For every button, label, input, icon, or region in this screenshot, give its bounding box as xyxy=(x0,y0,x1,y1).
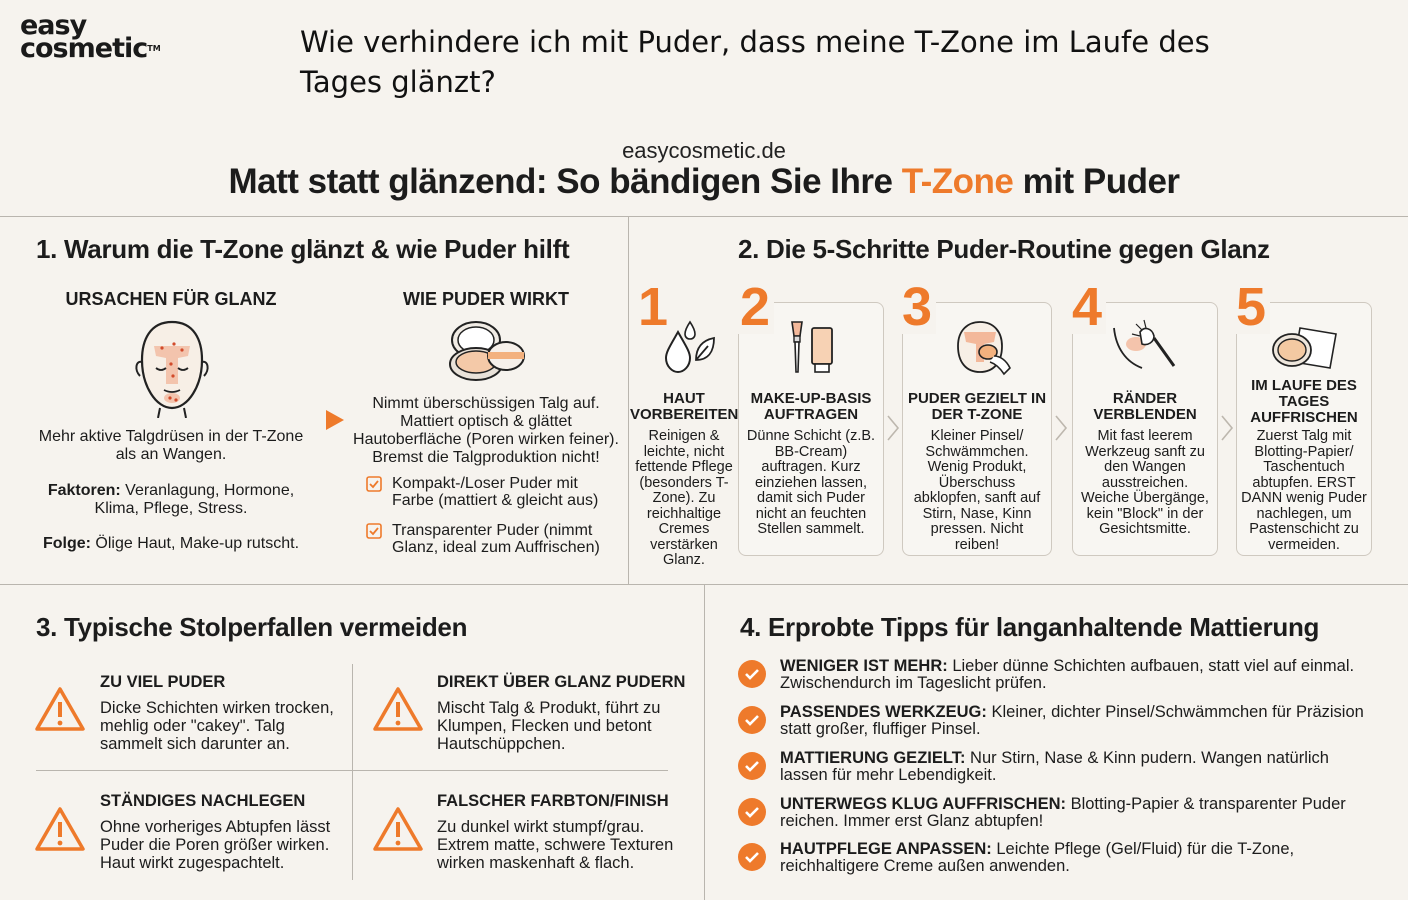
face-sponge-icon xyxy=(950,316,1016,376)
checkbox-icon xyxy=(366,476,382,492)
check-circle-icon xyxy=(738,843,766,871)
step-title-5: IM LAUFE DES TAGES AUFFRISCHEN xyxy=(1250,377,1358,426)
tip-text: Leichte Pflege (Gel/Fluid) für die T-Zone, reichhaltigere Creme außen anwenden. xyxy=(780,840,1295,875)
step-number-4: 4 xyxy=(1068,280,1106,334)
section1-title: 1. Warum die T-Zone glänzt & wie Puder hilft xyxy=(36,234,570,264)
tip-item-5 xyxy=(738,841,1378,875)
tip-text: Lieber dünne Schichten aufbauen, statt viel auf einmal. Zwischendurch im Tageslicht prüfen. xyxy=(780,657,1355,692)
check-circle-icon xyxy=(738,660,766,688)
pitfall-text-1: Dicke Schichten wirken trocken, mehlig oder "cakey". Talg sammelt sich darunter an. xyxy=(100,699,334,753)
tip-item-2 xyxy=(738,704,1378,738)
page-headline xyxy=(0,162,1408,202)
pitfall-title-4: FALSCHER FARBTON/FINISH xyxy=(437,792,669,810)
check-circle-icon xyxy=(738,798,766,826)
result-text: Ölige Haut, Make-up rutscht. xyxy=(90,535,300,552)
question-title: Wie verhindere ich mit Puder, dass meine T-Zone im Laufe des Tages glänzt? xyxy=(300,25,1210,99)
causes-heading: URSACHEN FÜR GLANZ xyxy=(65,289,277,309)
tip-label: WENIGER IST MEHR: xyxy=(780,657,948,675)
step-title-2: MAKE-UP-BASIS AUFTRAGEN xyxy=(750,390,872,423)
site-url: easycosmetic.de xyxy=(622,138,786,163)
effect-text: Nimmt überschüssigen Talg auf. Mattiert optisch & glättet Hautoberfläche (Poren wirken feiner). Bremst die Talgproduktion nicht! xyxy=(353,395,619,466)
causes-text: Mehr aktive Talgdrüsen in der T-Zone als an Wangen. xyxy=(38,428,304,463)
logo-line1: easy xyxy=(20,10,87,41)
step-title-4: RÄNDER VERBLENDEN xyxy=(1093,390,1197,423)
tip-text: Nur Stirn, Nase & Kinn pudern. Wangen natürlich lassen für mehr Lebendigkeit. xyxy=(780,749,1329,784)
divider-mid-upper xyxy=(628,216,629,584)
pitfall-text-2: Mischt Talg & Produkt, führt zu Klumpen, Flecken und betont Hautschüppchen. xyxy=(437,699,661,753)
pitfall-text-3: Ohne vorheriges Abtupfen lässt Puder die Poren größer wirken. Haut wirkt zugespachtelt. xyxy=(100,818,331,872)
checkbox-icon xyxy=(366,523,382,539)
chevron-right-icon xyxy=(1220,414,1234,442)
pitfall-title-3: STÄNDIGES NACHLEGEN xyxy=(100,792,306,810)
divider-mid-lower xyxy=(704,584,705,900)
headline-before: Matt statt glänzend: So bändigen Sie Ihre xyxy=(228,162,902,201)
tip-label: MATTIERUNG GEZIELT: xyxy=(780,749,966,767)
section3-title: 3. Typische Stolperfallen vermeiden xyxy=(36,612,468,642)
pitfall-title-1: ZU VIEL PUDER xyxy=(100,673,226,691)
section2-title: 2. Die 5-Schritte Puder-Routine gegen Glanz xyxy=(738,234,1270,264)
step-number-2: 2 xyxy=(736,280,774,334)
pitfalls-divider-h xyxy=(36,770,668,771)
tip-label: PASSENDES WERKZEUG: xyxy=(780,703,987,721)
pitfall-title-2: DIREKT ÜBER GLANZ PUDERN xyxy=(437,673,686,691)
section4-title: 4. Erprobte Tipps für langanhaltende Mattierung xyxy=(740,612,1320,642)
step-text-3: Kleiner Pinsel/ Schwämmchen. Wenig Produkt, Überschuss abklopfen, sanft auf Stirn, Nase, Kinn pressen. Nicht reiben! xyxy=(913,428,1041,553)
check-circle-icon xyxy=(738,752,766,780)
pitfalls-divider-v xyxy=(352,664,353,880)
effect-item-text: Transparenter Puder (nimmt Glanz, ideal zum Auffrischen) xyxy=(392,522,600,556)
compact-paper-icon xyxy=(1270,322,1340,372)
tip-item-3 xyxy=(738,750,1378,784)
logo-trademark: TM xyxy=(147,44,161,53)
step-text-2: Dünne Schicht (z.B. BB-Cream) auftragen. Kurz einziehen lassen, damit sich Puder nicht an feuchten Stellen sammelt. xyxy=(746,428,876,537)
droplet-leaf-icon xyxy=(660,316,716,374)
causes-result xyxy=(30,535,312,553)
check-circle-icon xyxy=(738,706,766,734)
causes-factors xyxy=(30,482,312,518)
factors-label: Faktoren: xyxy=(47,482,121,499)
divider-top xyxy=(0,216,1408,217)
result-label: Folge: xyxy=(42,535,91,552)
step-number-3: 3 xyxy=(898,280,936,334)
warning-icon xyxy=(372,686,424,732)
warning-icon xyxy=(372,806,424,852)
chevron-right-icon xyxy=(886,414,900,442)
step-number-5: 5 xyxy=(1232,280,1270,334)
warning-icon xyxy=(34,806,86,852)
effect-item-1 xyxy=(366,475,624,509)
brand-logo xyxy=(20,10,161,64)
step-text-1: Reinigen & leichte, nicht fettende Pflege (besonders T-Zone). Zu reichhaltige Cremes verstärken Glanz. xyxy=(635,428,733,568)
step-title-1: HAUT VORBEREITEN xyxy=(630,390,739,423)
headline-accent: T-Zone xyxy=(901,162,1014,201)
factors-text: Veranlagung, Hormone, Klima, Pflege, Stress. xyxy=(94,482,295,517)
headline-after: mit Puder xyxy=(1013,162,1180,201)
tip-item-4 xyxy=(738,796,1378,830)
warning-icon xyxy=(34,686,86,732)
step-number-1: 1 xyxy=(638,277,669,337)
effect-heading: WIE PUDER WIRKT xyxy=(403,289,569,309)
step-title-3: PUDER GEZIELT IN DER T-ZONE xyxy=(907,390,1047,423)
chevron-right-icon xyxy=(1054,414,1068,442)
tip-label: UNTERWEGS KLUG AUFFRISCHEN: xyxy=(780,795,1066,813)
powder-compact-icon xyxy=(446,316,528,386)
effect-item-text: Kompakt-/Loser Puder mit Farbe (mattiert & gleicht aus) xyxy=(392,475,599,509)
step-text-4: Mit fast leerem Werkzeug sanft zu den Wangen ausstreichen. Weiche Übergänge, kein "Block" in der Gesichtsmitte. xyxy=(1081,428,1209,537)
logo-line2: cosmetic xyxy=(20,33,148,64)
effect-item-2 xyxy=(366,522,624,556)
arrow-right-icon xyxy=(324,408,346,432)
tip-text: Kleiner, dichter Pinsel/Schwämmchen für Präzision statt großer, fluffiger Pinsel. xyxy=(780,703,1364,738)
brush-tube-icon xyxy=(784,318,840,376)
step-text-5: Zuerst Talg mit Blotting-Papier/ Taschentuch abtupfen. ERST DANN wenig Puder nachlegen, um Pastenschicht zu vermeiden. xyxy=(1241,428,1367,553)
tip-label: HAUTPFLEGE ANPASSEN: xyxy=(780,840,992,858)
cheek-brush-icon xyxy=(1110,318,1180,374)
tip-text: Blotting-Papier & transparenter Puder reichen. Immer erst Glanz abtupfen! xyxy=(780,795,1346,830)
face-icon xyxy=(126,318,218,418)
tip-item-1 xyxy=(738,658,1378,692)
pitfall-text-4: Zu dunkel wirkt stumpf/grau. Extrem matte, schwere Texturen wirken maskenhaft & flach. xyxy=(437,818,674,872)
